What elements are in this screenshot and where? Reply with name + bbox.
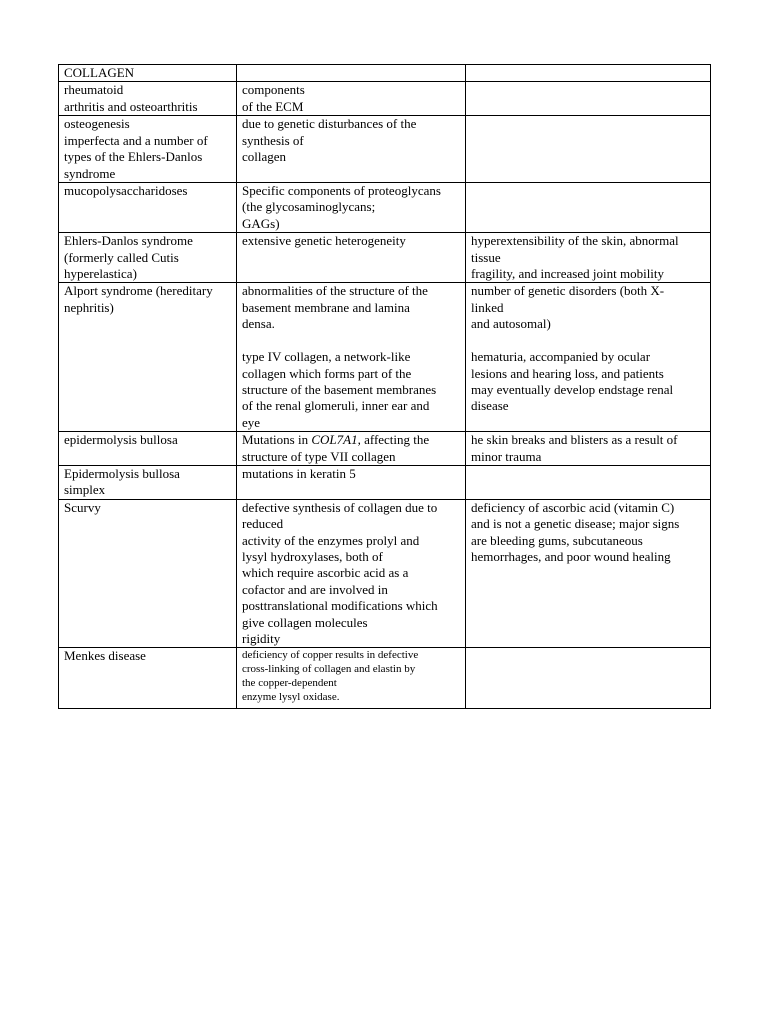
cell-disease: mucopolysaccharidoses: [59, 183, 237, 233]
cell-disease: Epidermolysis bullosa simplex: [59, 465, 237, 499]
cell-mechanism: abnormalities of the structure of the basement membrane and lamina densa. type IV collagen, a network-like collagen which forms part of the structure of the basement membranes of the renal glomeruli, inner ear and eye: [237, 283, 466, 432]
table-row: [59, 233, 711, 283]
collagen-disorders-table: [58, 64, 711, 709]
table-row: [59, 82, 711, 116]
cell-features: hyperextensibility of the skin, abnormal tissue fragility, and increased joint mobility: [466, 233, 711, 283]
cell-features: [466, 82, 711, 116]
mutation-effect-text: affecting the structure of type VII collagen: [242, 432, 430, 464]
gene-name: COL7A1,: [311, 432, 361, 448]
cell-features: [466, 65, 711, 82]
table-row: [59, 465, 711, 499]
cell-disease: Scurvy: [59, 499, 237, 648]
cell-features: deficiency of ascorbic acid (vitamin C) and is not a genetic disease; major signs are bleeding gums, subcutaneous hemorrhages, and poor wound healing: [466, 499, 711, 648]
cell-mechanism: components of the ECM: [237, 82, 466, 116]
cell-disease: Ehlers-Danlos syndrome (formerly called Cutis hyperelastica): [59, 233, 237, 283]
cell-features: number of genetic disorders (both X- linked and autosomal) hematuria, accompanied by ocular lesions and hearing loss, and patients may eventually develop endstage renal disease: [466, 283, 711, 432]
cell-mechanism: [237, 432, 466, 466]
table-row: [59, 283, 711, 432]
cell-mechanism: due to genetic disturbances of the synthesis of collagen: [237, 116, 466, 183]
cell-disease: rheumatoid arthritis and osteoarthritis: [59, 82, 237, 116]
cell-disease: osteogenesis imperfecta and a number of types of the Ehlers-Danlos syndrome: [59, 116, 237, 183]
table-row: [59, 499, 711, 648]
table-row-header: [59, 65, 711, 82]
cell-features: [466, 183, 711, 233]
cell-disease: epidermolysis bullosa: [59, 432, 237, 466]
cell-features: [466, 465, 711, 499]
cell-disease: COLLAGEN: [59, 65, 237, 82]
cell-disease: Alport syndrome (hereditary nephritis): [59, 283, 237, 432]
table-row: [59, 432, 711, 466]
cell-mechanism: Specific components of proteoglycans (the glycosaminoglycans; GAGs): [237, 183, 466, 233]
cell-features: [466, 648, 711, 709]
cell-mechanism: deficiency of copper results in defective cross-linking of collagen and elastin by the copper-dependent enzyme lysyl oxidase.: [237, 648, 466, 709]
cell-mechanism: mutations in keratin 5: [237, 465, 466, 499]
cell-disease: Menkes disease: [59, 648, 237, 709]
table-row: [59, 116, 711, 183]
cell-features: [466, 116, 711, 183]
cell-mechanism: [237, 65, 466, 82]
mutation-text: Mutations in: [242, 432, 312, 448]
cell-mechanism: extensive genetic heterogeneity: [237, 233, 466, 283]
table-row: [59, 648, 711, 709]
cell-mechanism: defective synthesis of collagen due to reduced activity of the enzymes prolyl and lysyl hydroxylases, both of which require ascorbic acid as a cofactor and are involved in posttranslational modifications which give collagen molecules rigidity: [237, 499, 466, 648]
table-row: [59, 183, 711, 233]
cell-features: he skin breaks and blisters as a result of minor trauma: [466, 432, 711, 466]
